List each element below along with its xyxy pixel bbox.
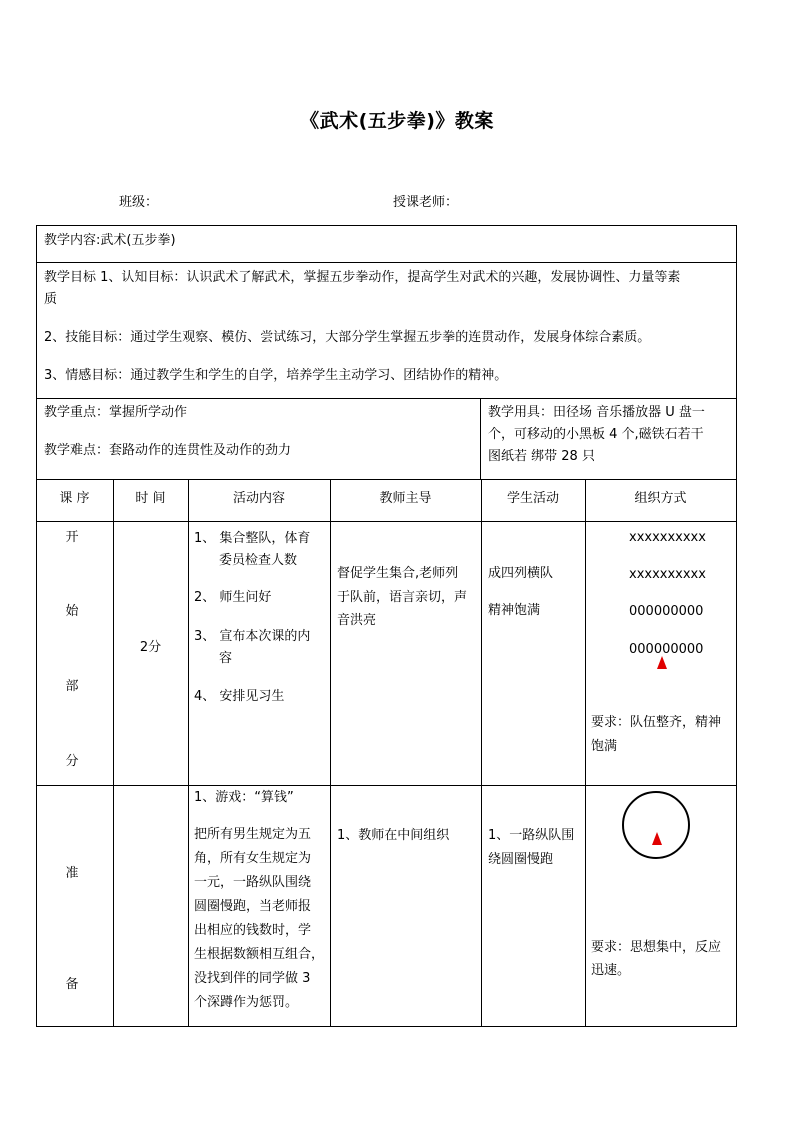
activity-line: 出相应的钱数时，学 bbox=[194, 923, 312, 938]
activity-line: 角，所有女生规定为 bbox=[194, 851, 312, 866]
equipment-line: 教学用具：田径场 音乐播放器 U 盘一 bbox=[488, 405, 705, 420]
objective-cognitive-cont: 质 bbox=[44, 292, 58, 307]
teacher-position-marker-icon bbox=[652, 832, 662, 845]
activity-line: 把所有男生规定为五 bbox=[194, 827, 312, 842]
section-char: 部 bbox=[65, 679, 79, 694]
section-char: 准 bbox=[65, 866, 79, 881]
teacher-line: 音洪亮 bbox=[337, 613, 377, 628]
activity-line: 个深蹲作为惩罚。 bbox=[194, 995, 299, 1010]
requirement-line: 饱满 bbox=[591, 739, 618, 754]
objective-cognitive: 教学目标 1、认知目标：认识武术了解武术，掌握五步拳动作，提高学生对武术的兴趣，发展协调性、力量等素 bbox=[44, 270, 681, 285]
student-line: 绕圆圈慢跑 bbox=[488, 852, 554, 867]
activity-line: 生根据数额相互组合， bbox=[194, 947, 325, 962]
requirement-line: 要求：思想集中，反应 bbox=[591, 940, 722, 955]
objective-emotional: 3、情感目标：通过教学生和学生的自学，培养学生主动学习、团结协作的精神。 bbox=[44, 368, 508, 383]
section-char: 分 bbox=[65, 754, 79, 769]
teacher-line: 1、教师在中间组织 bbox=[337, 828, 450, 843]
section-char: 始 bbox=[65, 604, 79, 619]
student-line: 精神饱满 bbox=[488, 603, 541, 618]
running-circle-icon bbox=[622, 791, 690, 859]
teacher-label: 授课老师： bbox=[393, 195, 459, 210]
activity-line: 4、 安排见习生 bbox=[194, 689, 285, 704]
activity-line: 2、 师生问好 bbox=[194, 590, 272, 605]
requirement-line: 要求：队伍整齐，精神 bbox=[591, 715, 722, 730]
header-student: 学生活动 bbox=[506, 491, 559, 506]
activity-line: 3、 宣布本次课的内 bbox=[194, 629, 311, 644]
activity-line: 1、游戏：“算钱” bbox=[194, 790, 294, 805]
header-teacher: 教师主导 bbox=[379, 491, 432, 506]
objective-skill: 2、技能目标：通过学生观察、模仿、尝试练习，大部分学生掌握五步拳的连贯动作，发展身体综合素质。 bbox=[44, 330, 651, 345]
teacher-line: 督促学生集合,老师列 bbox=[337, 566, 459, 581]
section-char: 备 bbox=[65, 977, 79, 992]
teacher-position-marker-icon bbox=[657, 656, 667, 669]
time-value: 2分 bbox=[139, 640, 162, 655]
header-section: 课 序 bbox=[59, 491, 90, 506]
activity-line: 一元，一路纵队围绕 bbox=[194, 875, 312, 890]
formation-row: xxxxxxxxxx bbox=[629, 530, 706, 545]
equipment-line: 图纸若 绑带 28 只 bbox=[488, 449, 595, 464]
formation-row: xxxxxxxxxx bbox=[629, 567, 706, 582]
header-activity: 活动内容 bbox=[232, 491, 285, 506]
activity-line: 没找到伴的同学做 3 bbox=[194, 971, 311, 986]
student-line: 1、一路纵队围 bbox=[488, 828, 575, 843]
class-label: 班级： bbox=[119, 195, 159, 210]
teaching-key-point: 教学重点：掌握所学动作 bbox=[44, 405, 188, 420]
formation-row: 000000000 bbox=[629, 642, 704, 657]
equipment-line: 个，可移动的小黑板 4 个,磁铁石若干 bbox=[488, 427, 704, 442]
activity-line: 圆圈慢跑，当老师报 bbox=[194, 899, 312, 914]
header-time: 时 间 bbox=[135, 491, 166, 506]
activity-line: 委员检查人数 bbox=[219, 553, 298, 568]
header-organization: 组织方式 bbox=[634, 491, 687, 506]
activity-line: 容 bbox=[219, 651, 233, 666]
formation-row: 000000000 bbox=[629, 604, 704, 619]
requirement-line: 迅速。 bbox=[591, 963, 631, 978]
student-line: 成四列横队 bbox=[488, 566, 554, 581]
teacher-line: 于队前，语言亲切，声 bbox=[337, 590, 468, 605]
page-title: 《武术(五步拳)》教案 bbox=[300, 110, 494, 132]
section-char: 开 bbox=[65, 530, 79, 545]
activity-line: 1、 集合整队，体育 bbox=[194, 531, 311, 546]
teaching-difficulty: 教学难点：套路动作的连贯性及动作的劲力 bbox=[44, 443, 292, 458]
teaching-content: 教学内容:武术(五步拳) bbox=[44, 233, 176, 248]
